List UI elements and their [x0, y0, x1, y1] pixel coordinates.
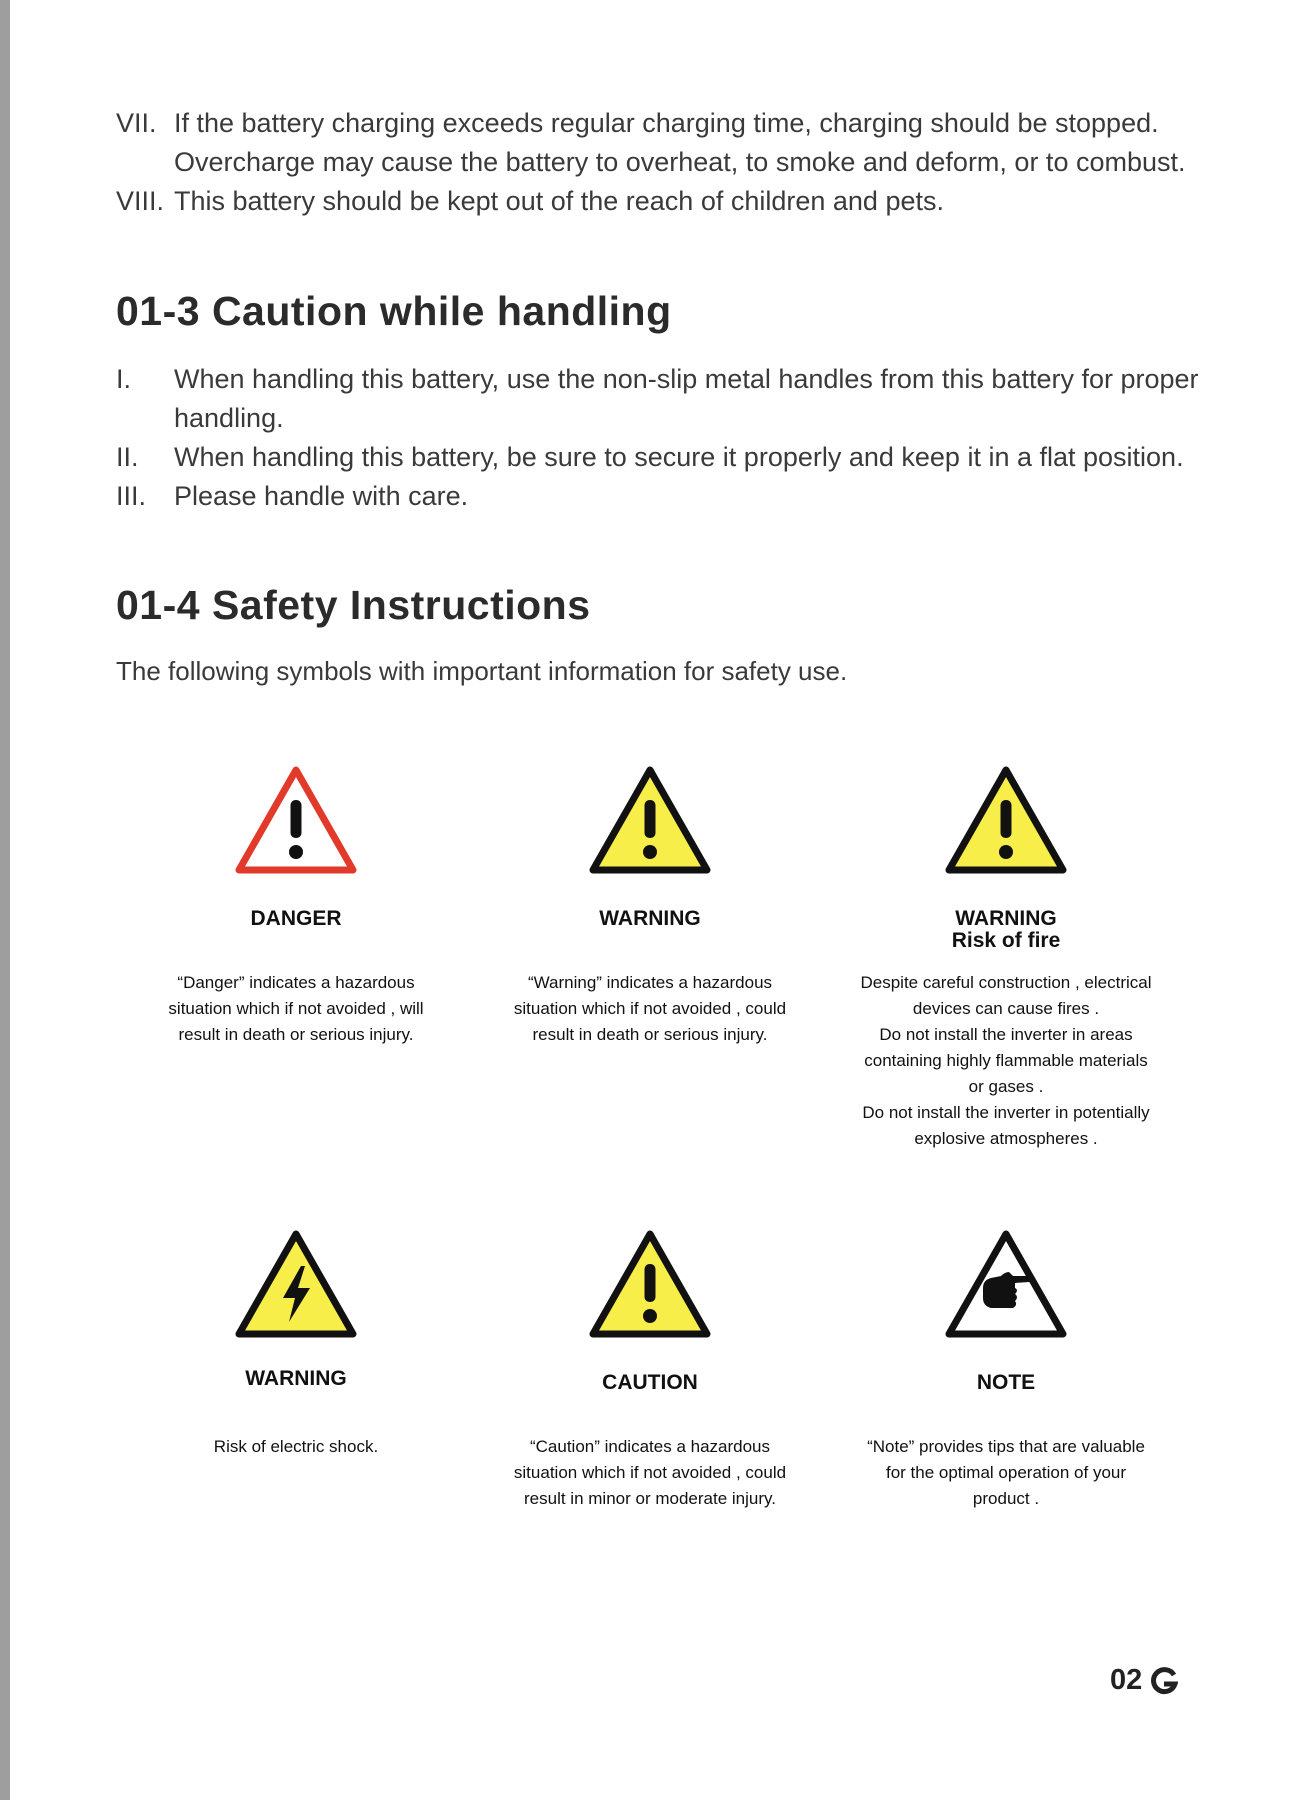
symbol-description: Risk of electric shock. — [213, 1437, 379, 1456]
caution-handling-list — [116, 360, 1236, 516]
page-number — [1110, 1664, 1178, 1697]
brand-logo-icon — [1150, 1667, 1178, 1695]
list-item — [116, 104, 1236, 182]
pointing-hand-icon — [941, 1226, 1071, 1344]
document-page — [10, 0, 1290, 1800]
symbol-description: Despite careful construction , electrical devices can cause fires . Do not install the inverter in areas containing highly flammable materials or gases . Do not install the inverter in potentially explosive atmospheres . — [860, 973, 1152, 1148]
symbol-warning — [490, 762, 810, 1048]
list-number: II. — [116, 442, 139, 472]
list-text: When handling this battery, use the non-slip metal handles from this battery for proper handling. — [174, 364, 1199, 433]
list-number: VIII. — [116, 186, 165, 216]
list-text: This battery should be kept out of the reach of children and pets. — [174, 186, 944, 216]
list-text: When handling this battery, be sure to secure it properly and keep it in a flat position. — [174, 442, 1184, 472]
symbol-label: WARNING — [599, 907, 701, 930]
page-number-text: 02 — [1110, 1664, 1143, 1696]
caution-exclamation-icon — [585, 1226, 715, 1344]
electric-shock-icon — [231, 1226, 361, 1344]
symbol-label: WARNING — [245, 1367, 347, 1390]
symbol-label: WARNING — [955, 907, 1057, 930]
section-title-safety-instructions: 01-4 Safety Instructions — [116, 582, 591, 628]
fire-warning-icon — [941, 762, 1071, 880]
battery-charging-list — [116, 104, 1236, 221]
list-text: If the battery charging exceeds regular charging time, charging should be stopped. Overcharge may cause the battery to overheat, to smoke and deform, or to combust. — [174, 108, 1186, 177]
symbol-label: DANGER — [250, 907, 342, 930]
list-number: I. — [116, 364, 132, 394]
warning-exclamation-icon — [585, 762, 715, 880]
symbol-warning-fire — [846, 762, 1166, 1152]
symbol-description: “Danger” indicates a hazardous situation which if not avoided , will result in death or serious injury. — [168, 973, 424, 1044]
symbol-caution — [490, 1226, 810, 1512]
list-number: VII. — [116, 108, 157, 138]
safety-intro-text: The following symbols with important information for safety use. — [116, 656, 848, 686]
symbol-label: CAUTION — [602, 1371, 698, 1394]
symbol-description: “Caution” indicates a hazardous situation which if not avoided , could result in minor or moderate injury. — [513, 1437, 787, 1508]
danger-exclamation-icon — [231, 762, 361, 880]
symbol-note — [846, 1226, 1166, 1512]
section-title-caution-handling: 01-3 Caution while handling — [116, 288, 672, 334]
symbol-description: “Note” provides tips that are valuable for the optimal operation of your product . — [867, 1437, 1145, 1508]
symbol-label: NOTE — [976, 1371, 1036, 1394]
list-number: III. — [116, 481, 147, 511]
list-item — [116, 182, 1236, 221]
list-item — [116, 438, 1236, 477]
symbol-danger — [136, 762, 456, 1048]
symbol-description: “Warning” indicates a hazardous situation which if not avoided , could result in death or serious injury. — [513, 973, 787, 1044]
symbol-sublabel: Risk of fire — [951, 929, 1061, 952]
list-item — [116, 477, 1236, 516]
list-text: Please handle with care. — [174, 481, 469, 511]
symbol-electric-shock — [136, 1226, 456, 1460]
list-item — [116, 360, 1236, 438]
